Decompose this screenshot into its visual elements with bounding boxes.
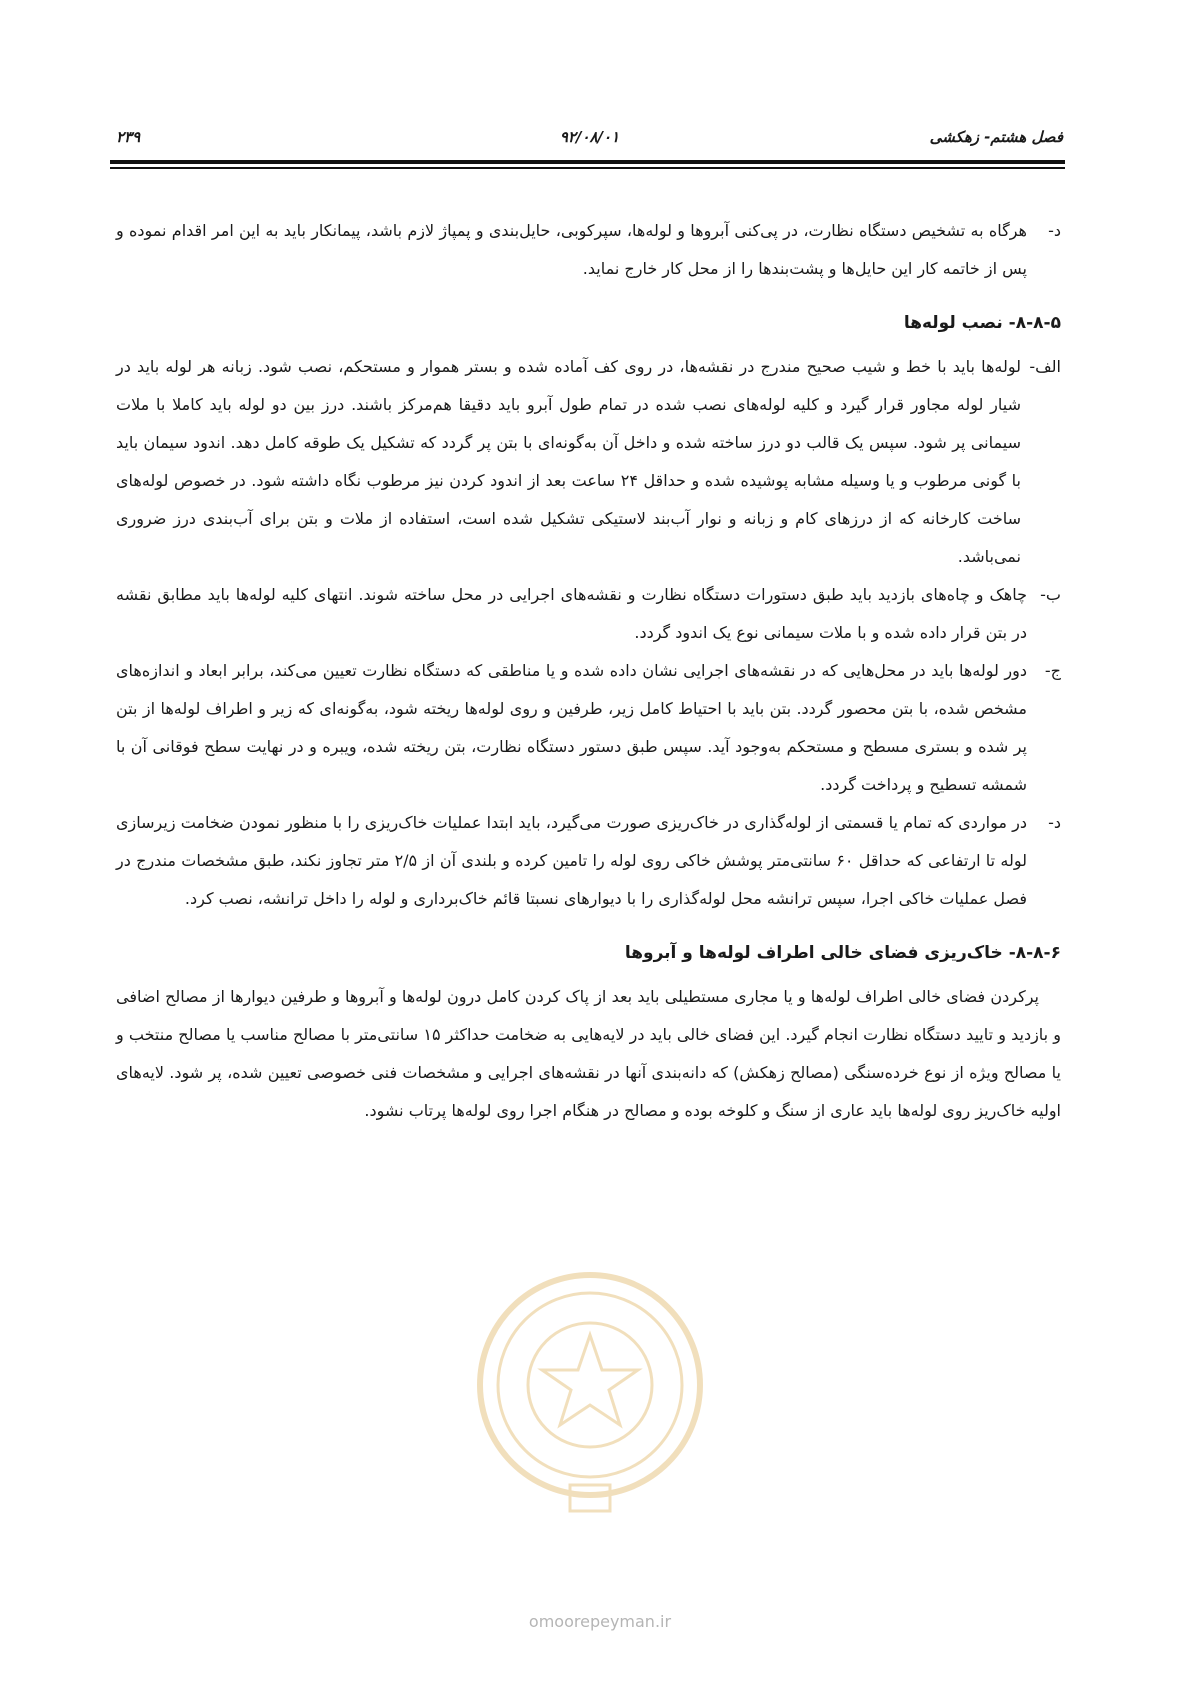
page-body [116, 212, 1061, 1130]
section-heading-pipe-installation: ۸-۸-۵- نصب لوله‌ها [903, 313, 1061, 333]
list-item [116, 576, 1061, 652]
seal-logo-icon [470, 1260, 710, 1520]
item-marker: د- [1048, 221, 1061, 240]
watermark-site: omoorepeyman.ir [528, 1612, 672, 1631]
item-text: دور لوله‌ها باید در محل‌هایی که در نقشه‌های اجرایی نشان داده شده و یا مناطقی که دستگاه نظارت تعیین می‌کند، برابر ابعاد و اندازه‌های مشخص شده، با بتن محصور گردد. بتن باید با احتیاط کامل زیر، طرفین و روی لوله‌ها ریخته شود، به‌گونه‌ای که زیر و اطراف لوله‌ها از بتن پر شده و بستری مسطح و مستحکم به‌وجود آید. سپس طبق دستور دستگاه نظارت، بتن ریخته شده، ویبره و در نهایت سطح فوقانی آن با شمشه تسطیح و پرداخت گردد. [116, 661, 1027, 794]
page-header [116, 128, 1063, 152]
list-item [116, 652, 1061, 804]
list-item [116, 804, 1061, 918]
item-text: هرگاه به تشخیص دستگاه نظارت، در پی‌کنی آبروها و لوله‌ها، سپرکوبی، حایل‌بندی و پمپاژ لازم باشد، پیمانکار باید به این امر اقدام نموده و پس از خاتمه کار این حایل‌ها و پشت‌بندها را از محل کار خارج نماید. [116, 221, 1027, 278]
item-marker: الف- [1029, 357, 1061, 376]
header-rule-thin [110, 167, 1065, 169]
header-rule-thick [110, 160, 1065, 164]
page-number: ۲۳۹ [116, 128, 141, 146]
item-marker: ب- [1040, 585, 1061, 604]
item-text: در مواردی که تمام یا قسمتی از لوله‌گذاری در خاک‌ریزی صورت می‌گیرد، باید ابتدا عملیات خاک‌ریزی را با منظور نمودن ضخامت زیرسازی لوله تا ارتفاعی که حداقل ۶۰ سانتی‌متر پوشش خاکی روی لوله را تامین کرده و بلندی آن از ۲/۵ متر تجاوز نکند، طبق مشخصات مندرج در فصل عملیات خاکی اجرا، سپس ترانشه محل لوله‌گذاری را با دیوارهای نسبتا قائم خاک‌برداری و لوله را داخل ترانشه، نصب کرد. [116, 813, 1027, 908]
section-paragraph: پرکردن فضای خالی اطراف لوله‌ها و یا مجاری مستطیلی باید بعد از پاک کردن کامل درون لوله‌ها و آبروها و طرفین دیوارها از مصالح اضافی و بازدید و تایید دستگاه نظارت انجام گیرد. این فضای خالی باید در لایه‌هایی به ضخامت حداکثر ۱۵ سانتی‌متر با مصالح مناسب یا مصالح منتخب و یا مصالح ویژه از نوع خرده‌سنگی (مصالح زهکش) که دانه‌بندی آنها در نقشه‌های اجرایی و مشخصات فنی خصوصی تعیین شده، پر شود. لایه‌های اولیه خاک‌ریز روی لوله‌ها باید عاری از سنگ و کلوخه بوده و مصالح در هنگام اجرا روی لوله‌ها پرتاب نشود. [116, 987, 1061, 1120]
item-marker: د- [1048, 813, 1061, 832]
item-text: لوله‌ها باید با خط و شیب صحیح مندرج در نقشه‌ها، در روی کف آماده شده و بستر هموار و مستحکم، نصب شود. زبانه هر لوله باید در شیار لوله مجاور قرار گیرد و کلیه لوله‌های نصب شده در تمام طول آبرو باید دقیقا هم‌مرکز باشند. درز بین دو لوله باید کاملا با ملات سیمانی پر شود. سپس یک قالب دو درز ساخته شده و داخل آن به‌گونه‌ای با بتن پر گردد که تشکیل یک طوقه کامل دهد. اندود سیمان باید با گونی مرطوب و یا وسیله مشابه پوشیده شده و حداقل ۲۴ ساعت بعد از اندود کردن نیز مرطوب نگاه داشته شود. در خصوص لوله‌های ساخت کارخانه که از درزهای کام و زبانه و نوار آب‌بند لاستیکی تشکیل شده است، استفاده از ملات و بتن برای آب‌بندی درز ضروری نمی‌باشد. [116, 357, 1022, 566]
list-item [116, 212, 1061, 288]
section-heading-backfill: ۸-۸-۶- خاک‌ریزی فضای خالی اطراف لوله‌ها و آبروها [624, 943, 1061, 963]
list-item [116, 348, 1061, 576]
header-date: ۹۲/۰۸/۰۱ [559, 128, 620, 146]
item-text: چاهک و چاه‌های بازدید باید طبق دستورات دستگاه نظارت و نقشه‌های اجرایی در محل ساخته شوند. انتهای کلیه لوله‌ها باید مطابق نقشه در بتن قرار داده شده و با ملات سیمانی نوع یک اندود گردد. [116, 585, 1027, 642]
chapter-title: فصل هشتم- زهکشی [929, 128, 1063, 146]
item-marker: ج- [1044, 661, 1061, 680]
